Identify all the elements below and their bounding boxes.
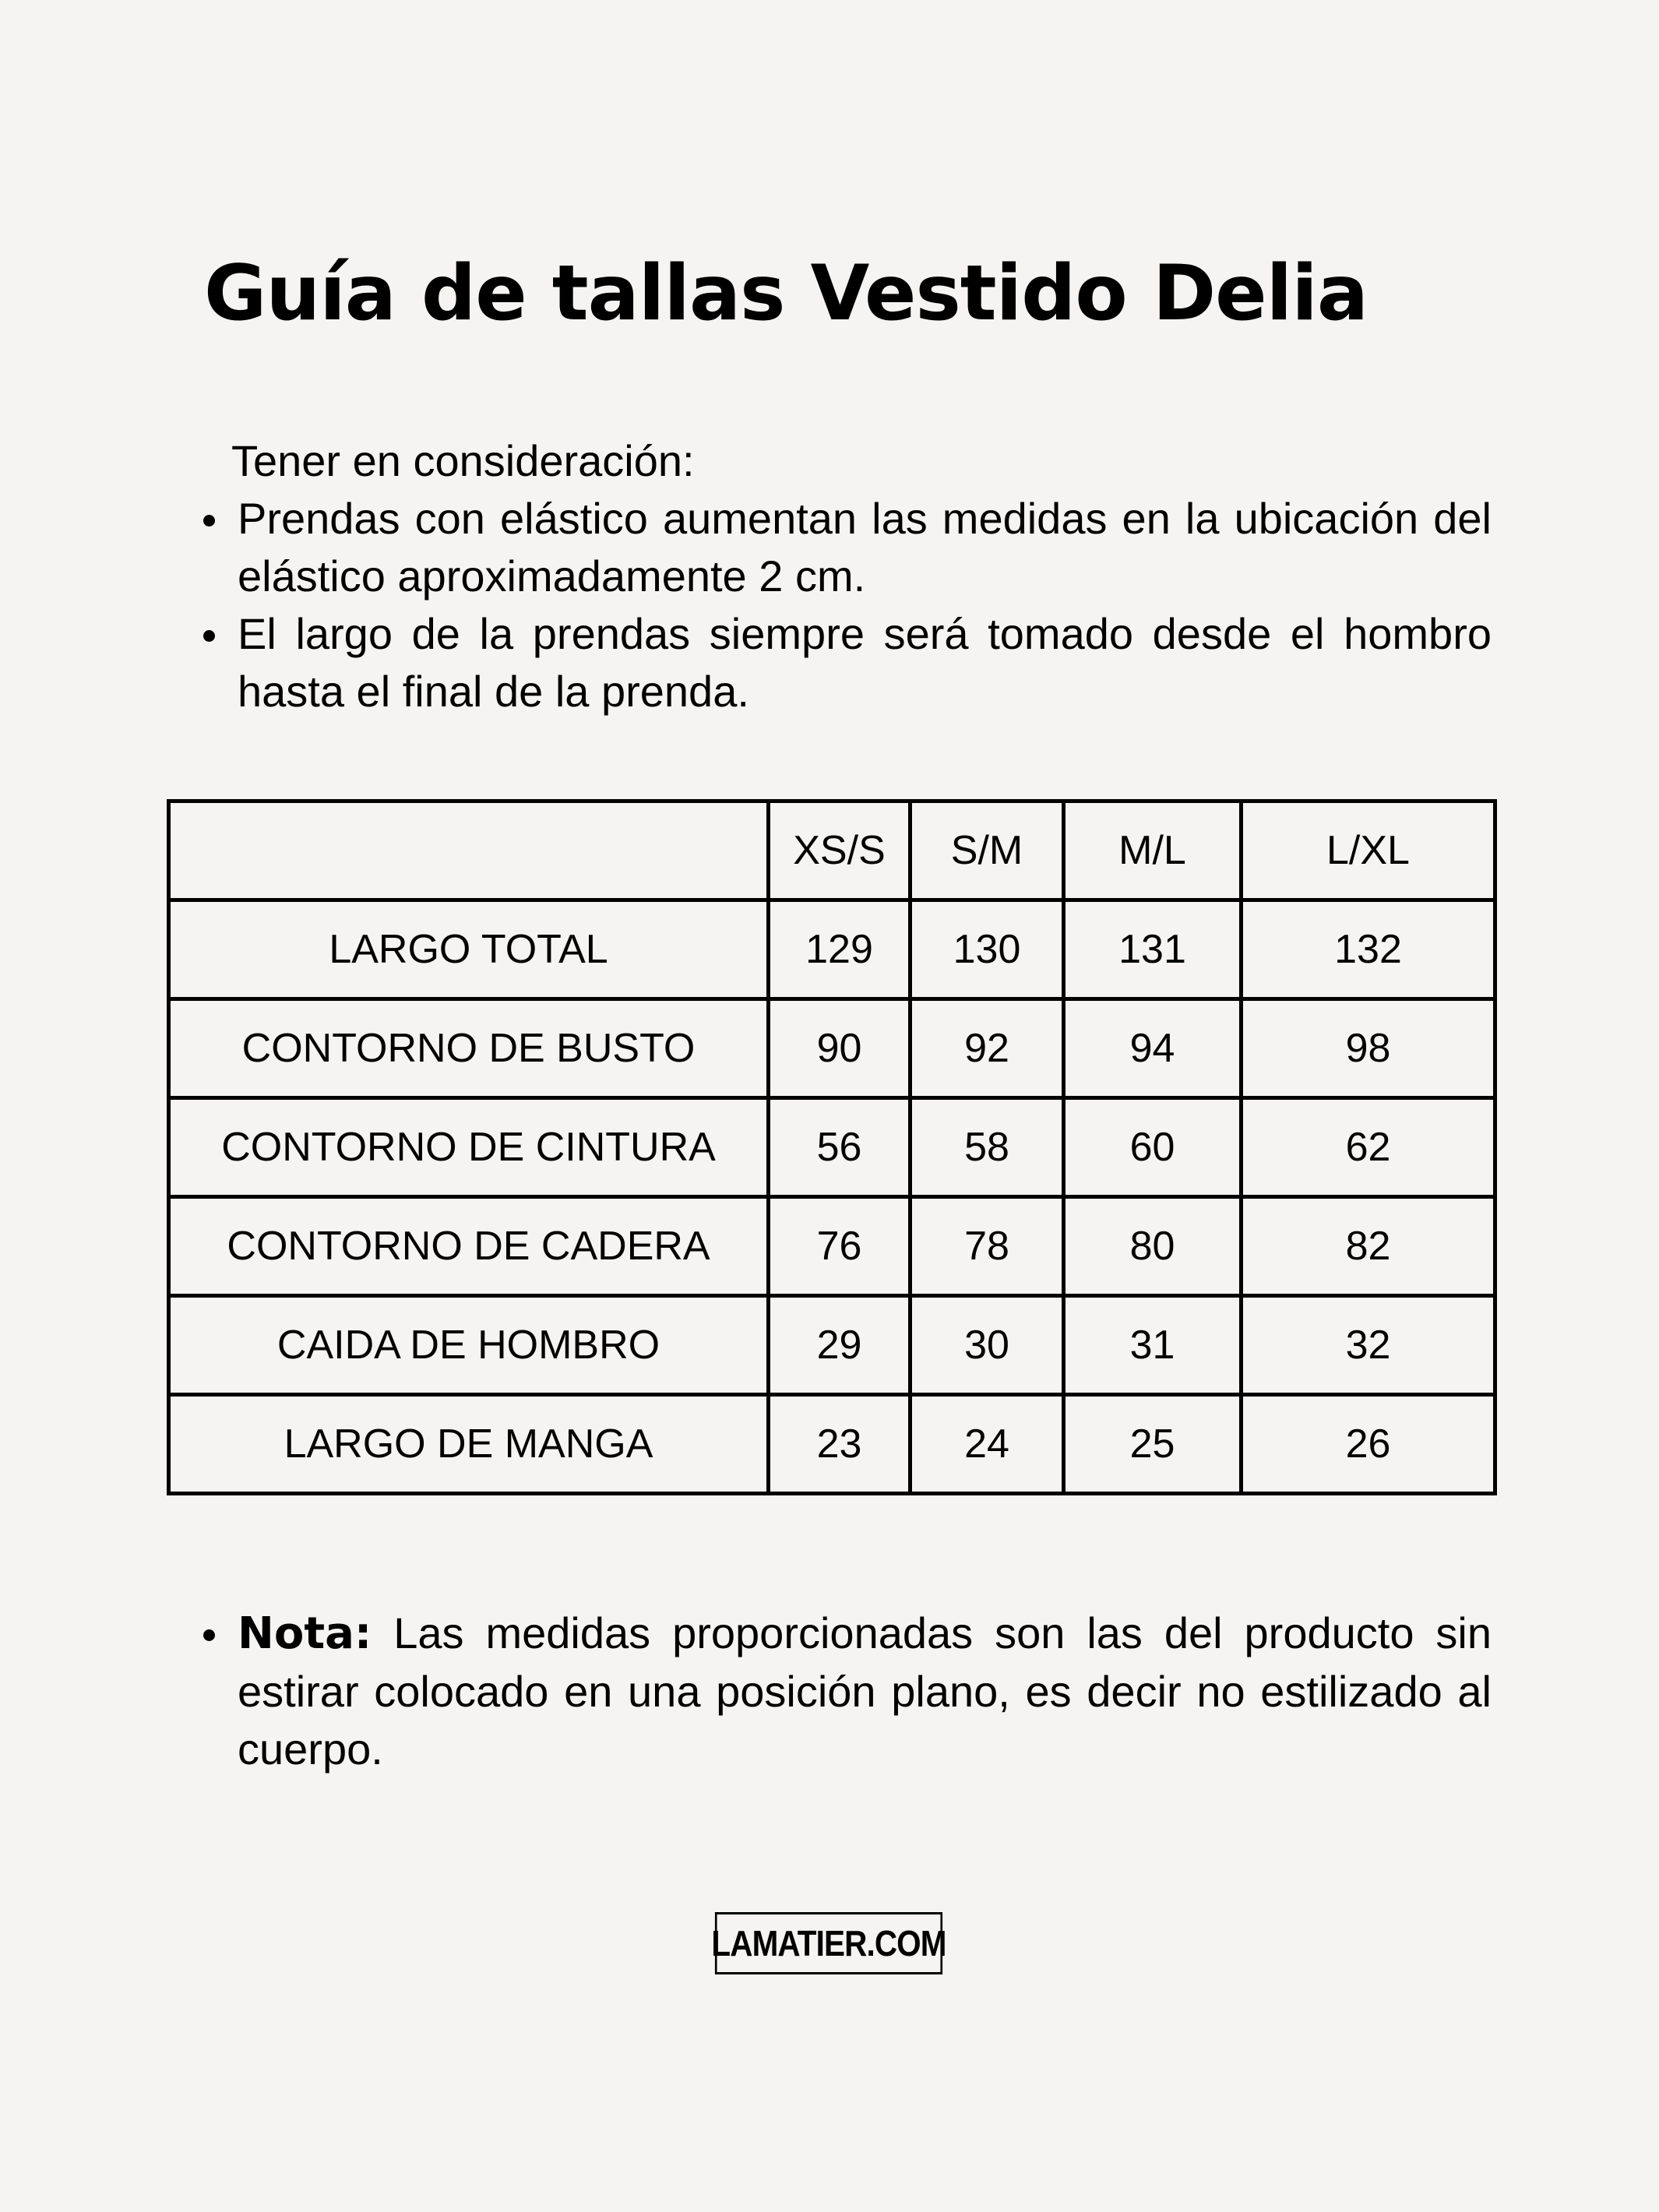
table-cell: 130 bbox=[911, 900, 1064, 999]
table-header-cell: L/XL bbox=[1242, 801, 1495, 900]
row-label: CONTORNO DE CINTURA bbox=[169, 1098, 769, 1197]
table-cell: 62 bbox=[1242, 1098, 1495, 1197]
table-cell: 80 bbox=[1064, 1197, 1242, 1296]
table-row bbox=[169, 1098, 1495, 1197]
row-label: LARGO DE MANGA bbox=[169, 1395, 769, 1494]
brand-website: LAMATIER.COM bbox=[715, 1912, 942, 1974]
table-cell: 129 bbox=[769, 900, 911, 999]
table-cell: 30 bbox=[911, 1296, 1064, 1395]
table-cell: 131 bbox=[1064, 900, 1242, 999]
note-label: Nota: bbox=[238, 1608, 372, 1659]
table-cell: 60 bbox=[1064, 1098, 1242, 1197]
note-text: Las medidas proporcionadas son las del producto sin estirar colocado en una posición plano, es decir no estilizado al cuerpo. bbox=[238, 1608, 1492, 1773]
considerations-heading: Tener en consideración: bbox=[231, 436, 695, 485]
row-label: CAIDA DE HOMBRO bbox=[169, 1296, 769, 1395]
table-cell: 29 bbox=[769, 1296, 911, 1395]
table-cell: 90 bbox=[769, 999, 911, 1098]
table-cell: 25 bbox=[1064, 1395, 1242, 1494]
list-item bbox=[199, 1604, 1492, 1778]
table-cell: 58 bbox=[911, 1098, 1064, 1197]
list-item: Prendas con elástico aumentan las medidas en la ubicación del elástico aproximadamente 2 cm. bbox=[199, 490, 1492, 605]
table-cell: 31 bbox=[1064, 1296, 1242, 1395]
table-row bbox=[169, 1296, 1495, 1395]
considerations-section bbox=[199, 432, 1492, 720]
table-row bbox=[169, 999, 1495, 1098]
table-header-cell: M/L bbox=[1064, 801, 1242, 900]
table-cell: 23 bbox=[769, 1395, 911, 1494]
page-title: Guía de tallas Vestido Delia bbox=[204, 249, 1368, 338]
table-cell: 78 bbox=[911, 1197, 1064, 1296]
table-cell: 76 bbox=[769, 1197, 911, 1296]
table-cell: 32 bbox=[1242, 1296, 1495, 1395]
note-list bbox=[199, 1604, 1492, 1778]
table-row bbox=[169, 900, 1495, 999]
table-cell: 92 bbox=[911, 999, 1064, 1098]
table-header-row bbox=[169, 801, 1495, 900]
table-cell: 94 bbox=[1064, 999, 1242, 1098]
table-header-cell: XS/S bbox=[769, 801, 911, 900]
table-header-cell bbox=[169, 801, 769, 900]
table-cell: 82 bbox=[1242, 1197, 1495, 1296]
table-cell: 26 bbox=[1242, 1395, 1495, 1494]
row-label: LARGO TOTAL bbox=[169, 900, 769, 999]
table-cell: 132 bbox=[1242, 900, 1495, 999]
considerations-list bbox=[199, 490, 1492, 720]
table-row bbox=[169, 1197, 1495, 1296]
table-cell: 56 bbox=[769, 1098, 911, 1197]
note-section bbox=[199, 1604, 1492, 1778]
size-table bbox=[167, 799, 1497, 1495]
row-label: CONTORNO DE CADERA bbox=[169, 1197, 769, 1296]
table-cell: 24 bbox=[911, 1395, 1064, 1494]
table-header-cell: S/M bbox=[911, 801, 1064, 900]
row-label: CONTORNO DE BUSTO bbox=[169, 999, 769, 1098]
table-cell: 98 bbox=[1242, 999, 1495, 1098]
table-row bbox=[169, 1395, 1495, 1494]
list-item: El largo de la prendas siempre será tomado desde el hombro hasta el final de la prenda. bbox=[199, 605, 1492, 720]
